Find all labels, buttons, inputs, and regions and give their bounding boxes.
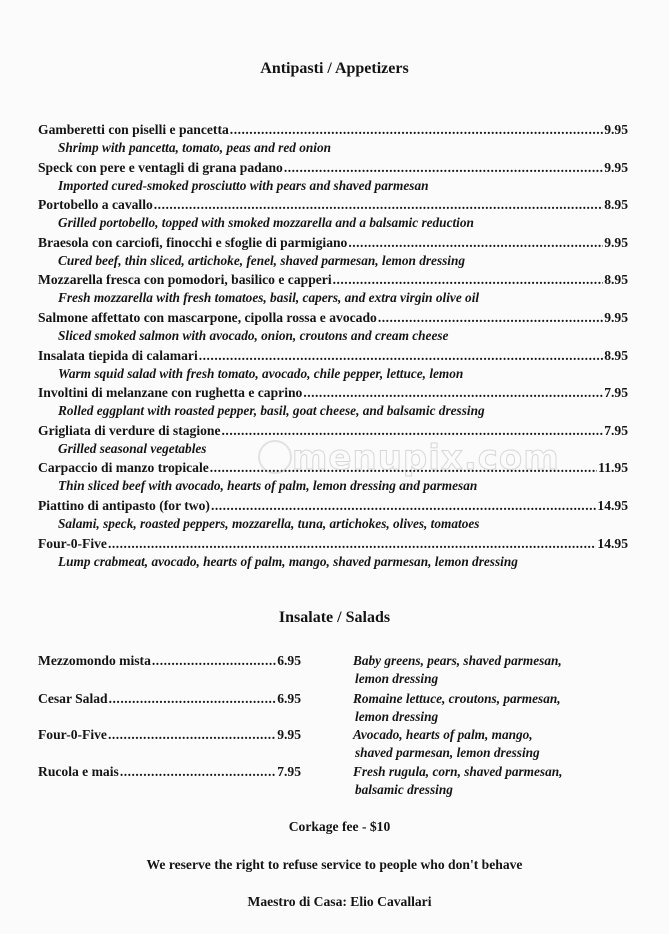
item-name: Carpaccio di manzo tropicale [38,460,209,476]
list-item [38,196,628,234]
dot-leader [120,763,276,781]
description-line: lemon dressing [355,671,439,686]
appetizers-title: Antipasti / Appetizers [260,60,409,77]
item-price: 6.95 [277,691,301,706]
description-line: Fresh rugula, corn, shaved parmesan, [353,764,563,779]
item-name: Mezzomondo mista [38,653,151,668]
dot-leader [303,384,603,402]
appetizers-list [38,121,628,572]
list-item [38,271,628,309]
list-item [38,690,618,726]
dot-leader [109,690,277,708]
item-description: Shrimp with pancetta, tomato, peas and red onion [58,140,332,155]
dot-leader [211,497,596,515]
watermark-logo-icon [258,440,292,474]
item-price: 7.95 [277,764,301,779]
item-name: Gamberetti con piselli e pancetta [38,122,229,137]
dot-leader [152,652,276,670]
description-line: Baby greens, pears, shaved parmesan, [353,653,562,668]
item-description: Warm squid salad with fresh tomato, avocado, chile pepper, lettuce, lemon [58,365,464,381]
item-description: Thin sliced beef with avocado, hearts of palm, lemon dressing and parmesan [58,478,478,494]
item-description: Cured beef, thin sliced, artichoke, fenel, shaved parmesan, lemon dressing [58,252,466,268]
list-item [38,652,618,690]
service-notice: We reserve the right to refuse service to people who don't behave [146,857,523,872]
item-price: 8.95 [604,272,628,288]
item-description [353,726,623,762]
item-name: Cesar Salad [38,691,108,706]
list-item [38,159,628,197]
item-name: Mozzarella fresca con pomodori, basilico e capperi [38,272,332,288]
item-name: Braesola con carciofi, finocchi e sfoglie di parmigiano [38,234,348,250]
dot-leader [348,234,603,252]
description-line: shaved parmesan, lemon dressing [355,745,540,760]
dot-leader [333,271,604,289]
description-line: Romaine lettuce, croutons, parmesan, [353,691,561,706]
list-item [38,309,628,347]
list-item [38,384,628,422]
salads-list [38,652,618,801]
item-name: Four-0-Five [38,535,107,551]
item-description: Lump crabmeat, avocado, hearts of palm, mango, shaved parmesan, lemon dressing [58,553,518,569]
item-description [353,652,623,688]
item-price: 9.95 [277,727,301,742]
dot-leader [108,535,596,553]
list-item [38,347,628,385]
list-item [38,726,618,763]
item-description: Rolled eggplant with roasted pepper, basil, goat cheese, and balsamic dressing [58,403,485,419]
item-description: Grilled seasonal vegetables [58,440,207,456]
item-description: Salami, speck, roasted peppers, mozzarella, tuna, artichokes, olives, tomatoes [58,515,480,531]
description-line: Avocado, hearts of palm, mango, [353,727,533,742]
item-name: Four-0-Five [38,727,107,742]
item-description: Sliced smoked salmon with avocado, onion, croutons and cream cheese [58,327,449,343]
item-price: 9.95 [604,234,628,250]
item-name: Speck con pere e ventagli di grana padano [38,159,283,175]
item-name: Salmone affettato con mascarpone, cipolla rossa e avocado [38,309,377,325]
item-description: Grilled portobello, topped with smoked mozzarella and a balsamic reduction [58,215,474,231]
list-item [38,535,628,573]
item-price: 8.95 [604,347,628,363]
list-item [38,234,628,272]
dot-leader [284,159,603,177]
item-price: 9.95 [604,309,628,325]
item-name: Grigliata di verdure di stagione [38,422,221,438]
item-price: 9.95 [604,122,628,137]
list-item [38,763,618,801]
dot-leader [230,121,603,139]
item-name: Portobello a cavallo [38,197,153,213]
item-name: Insalata tiepida di calamari [38,347,198,363]
corkage-fee: Corkage fee - $10 [288,819,391,834]
item-price: 11.95 [598,460,628,476]
dot-leader [108,726,276,744]
list-item [38,121,628,159]
watermark: menupix.com [292,438,560,478]
item-name: Involtini di melanzane con rughetta e caprino [38,385,303,401]
item-price: 6.95 [277,653,301,668]
item-price: 7.95 [604,385,628,401]
item-description: Imported cured-smoked prosciutto with pears and shaved parmesan [58,177,429,193]
item-price: 9.95 [604,159,628,175]
dot-leader [154,196,603,214]
item-price: 14.95 [597,497,628,513]
dot-leader [378,309,603,327]
description-line: balsamic dressing [355,782,453,797]
item-price: 14.95 [597,535,628,551]
item-name: Piattino di antipasto (for two) [38,497,210,513]
item-price: 7.95 [604,422,628,438]
dot-leader [199,347,603,365]
item-description [353,763,623,799]
item-description: Fresh mozzarella with fresh tomatoes, basil, capers, and extra virgin olive oil [58,290,480,306]
item-price: 8.95 [604,197,628,213]
description-line: lemon dressing [355,709,439,724]
item-name: Rucola e mais [38,764,119,779]
salads-title: Insalate / Salads [278,609,391,626]
item-description [353,690,623,726]
list-item [38,497,628,535]
maestro-di-casa: Maestro di Casa: Elio Cavallari [247,894,432,909]
